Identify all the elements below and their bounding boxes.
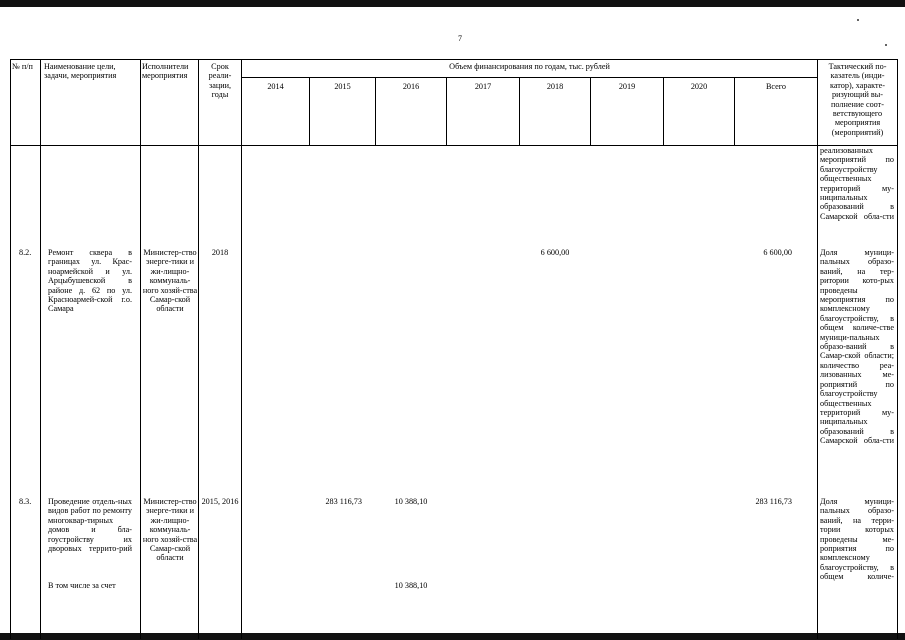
- continuation-indicator: реализованных мероприятий по благоустройству общественных территорий му-ниципальных образований в Самарской обла-сти: [820, 146, 894, 221]
- row-value-2015: 283 116,73: [325, 497, 362, 506]
- row-value-2016-subtotal: 10 388,10: [394, 581, 428, 590]
- year-total: Всего: [765, 82, 787, 91]
- row-value-total: 6 600,00: [763, 248, 792, 257]
- year-2014: 2014: [267, 82, 284, 91]
- row-num: 8.2.: [19, 248, 32, 257]
- table-border-top: [10, 59, 898, 60]
- header-executor: Исполнители мероприятия: [142, 62, 189, 81]
- year-2019: 2019: [618, 82, 636, 91]
- row-value-2016: 10 388,10: [394, 497, 428, 506]
- col-line: [241, 59, 242, 639]
- row-name: Проведение отдель-ных видов работ по ремонту многоквар-тирных домов и бла-гоустройству их дворовых террито-рий: [48, 497, 132, 554]
- scan-speck: [857, 19, 859, 21]
- col-line: [40, 59, 41, 639]
- header-funding-title: Объем финансирования по годам, тыс. рублей: [449, 62, 610, 71]
- row-indicator: Доля муници-пальных образо-ваний, на терри-тории которых проведены ме-роприятия по комплексному благоустройству, в общем количе-: [820, 497, 894, 582]
- scan-speck: [885, 44, 887, 46]
- header-indicator: Тактический по-казатель (инди-катор), характе-ризующий вы-полнение соот-ветствующего мероприятия (мероприятий): [828, 62, 887, 137]
- header-term: Срок реали-зации, годы: [208, 62, 232, 100]
- page-number: 7: [458, 34, 462, 43]
- header-name: Наименование цели, задачи, мероприятия: [44, 62, 117, 81]
- row-num: 8.3.: [19, 497, 32, 506]
- row-term: 2015, 2016: [201, 497, 239, 506]
- col-line: [897, 59, 898, 639]
- col-line: [140, 59, 141, 639]
- year-2016: 2016: [402, 82, 420, 91]
- row-name-subtotal: В том числе за счет: [48, 581, 116, 590]
- row-executor: Министер-ство энерге-тики и жи-лищно-коммуналь-ного хозяй-ства Самар-ской области: [142, 497, 198, 563]
- row-value-2018: 6 600,00: [540, 248, 570, 257]
- year-2020: 2020: [690, 82, 708, 91]
- col-line: [198, 59, 199, 639]
- row-term: 2018: [211, 248, 229, 257]
- year-2018: 2018: [546, 82, 564, 91]
- col-line: [10, 59, 11, 639]
- row-executor: Министер-ство энерге-тики и жи-лищно-коммуналь-ного хозяй-ства Самар-ской области: [142, 248, 198, 314]
- year-2017: 2017: [474, 82, 492, 91]
- row-indicator: Доля муници-пальных образо-ваний, на тер-ритории кото-рых проведены мероприятия по комплексному благоустройству, в общем количе-стве муници-пальных образо-ваний в Самар-ской области; количество реа-лизованных ме-роприятий по благоустройству общественных территорий му-ниципальных образований в Самарской обла-сти: [820, 248, 894, 446]
- funding-table: [10, 59, 898, 639]
- header-bottom-line: [10, 145, 898, 146]
- funding-subheader-line: [241, 77, 817, 78]
- year-2015: 2015: [334, 82, 351, 91]
- row-value-total: 283 116,73: [755, 497, 792, 506]
- col-line: [817, 59, 818, 639]
- row-name: Ремонт сквера в границах ул. Крас-ноармейской и ул. Арцыбушевской в районе д. 62 по ул. Красноармей-ской г.о. Самара: [48, 248, 132, 314]
- header-num: № п/п: [12, 62, 33, 71]
- scan-border-top: [0, 0, 905, 7]
